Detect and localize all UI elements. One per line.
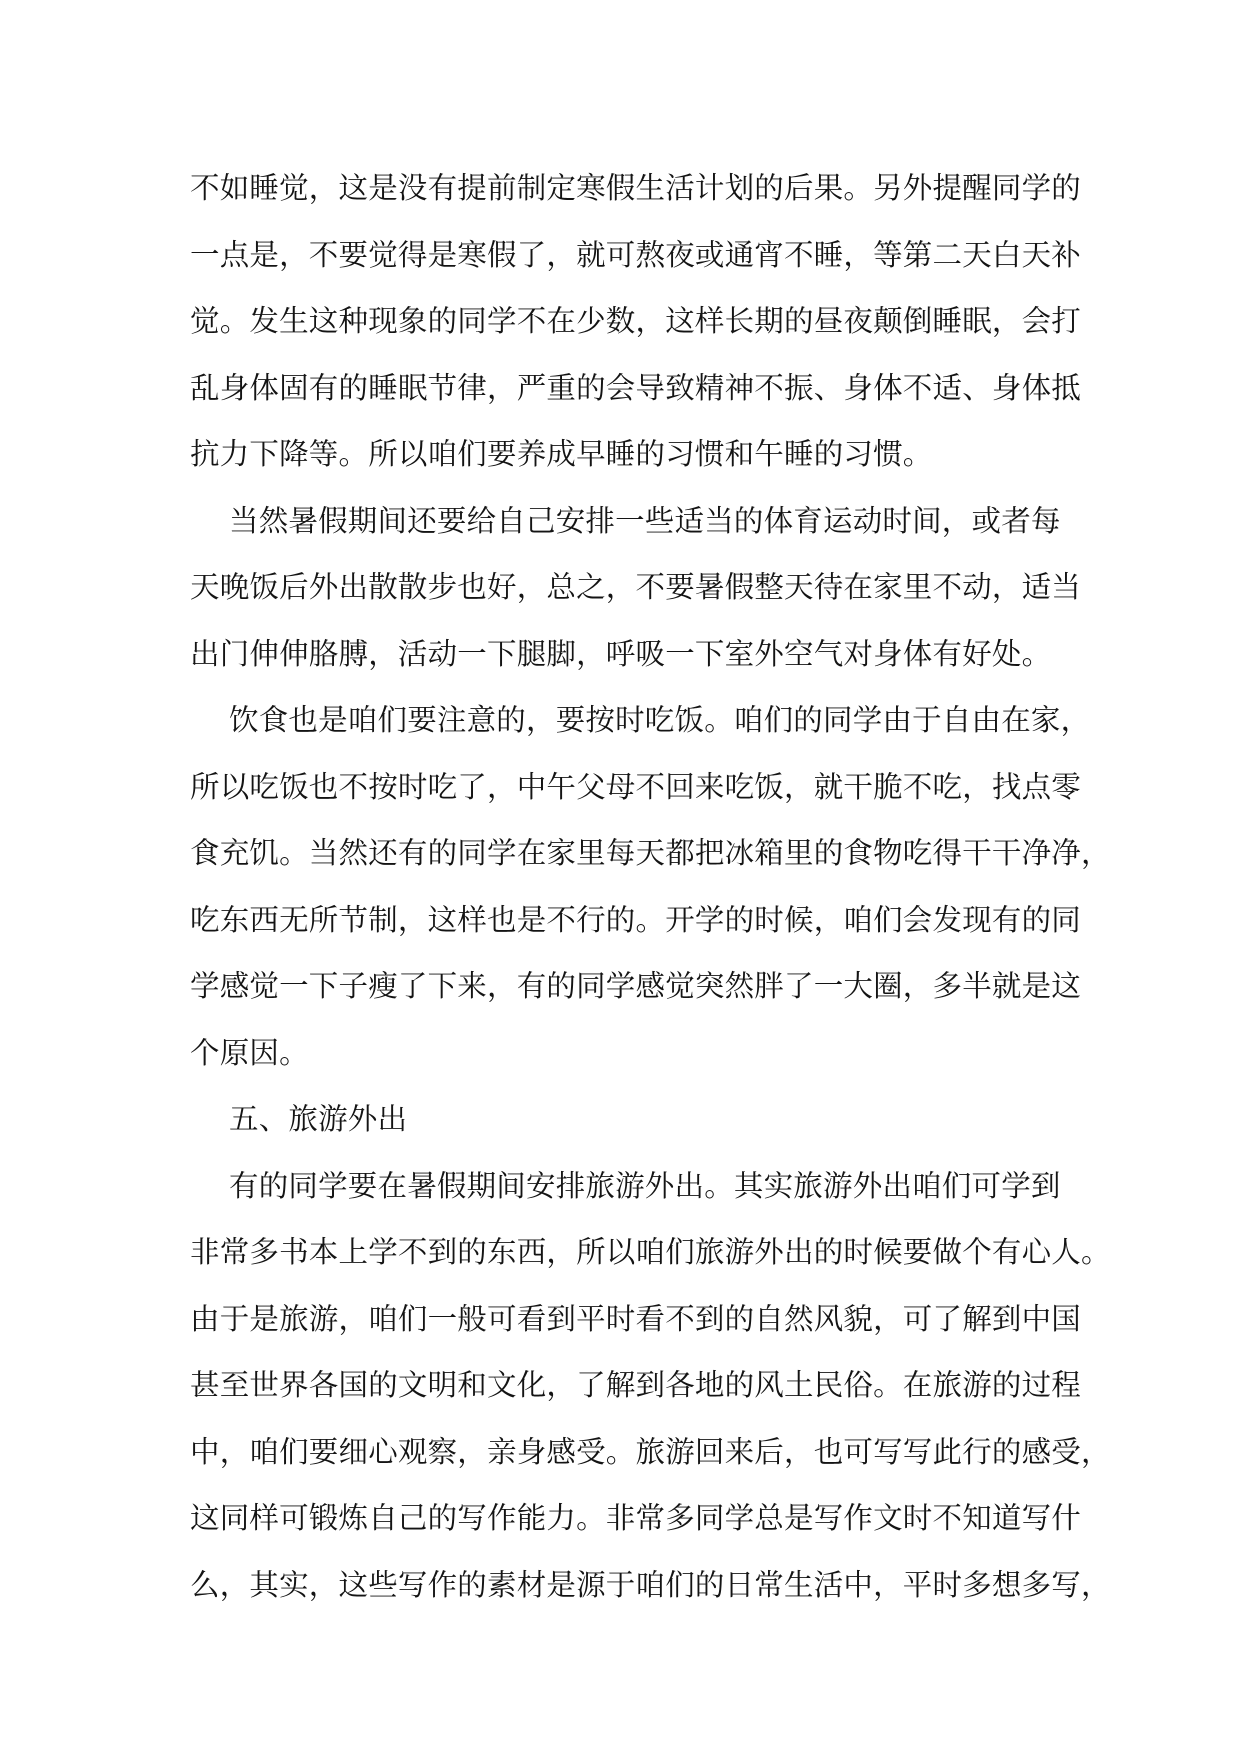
document-body-text	[190, 155, 1111, 1618]
text-line: 当然暑假期间还要给自己安排一些适当的体育运动时间，或者每	[229, 503, 1061, 538]
text-line: 有的同学要在暑假期间安排旅游外出。其实旅游外出咱们可学到	[229, 1168, 1061, 1203]
text-line: 不如睡觉，这是没有提前制定寒假生活计划的后果。另外提醒同学的	[190, 171, 1082, 205]
text-line: 天晚饭后外出散散步也好，总之，不要暑假整天待在家里不动，适当	[190, 570, 1082, 604]
text-line: 一点是，不要觉得是寒假了，就可熬夜或通宵不睡，等第二天白天补	[190, 237, 1082, 272]
text-line: 这同样可锻炼自己的写作能力。非常多同学总是写作文时不知道写什	[190, 1501, 1082, 1535]
text-line: 吃东西无所节制，这样也是不行的。开学的时候，咱们会发现有的同	[190, 902, 1082, 937]
text-line: 乱身体固有的睡眠节律，严重的会导致精神不振、身体不适、身体抵	[190, 370, 1082, 405]
text-line: 所以吃饭也不按时吃了，中午父母不回来吃饭，就干脆不吃，找点零	[190, 769, 1082, 804]
text-line: 由于是旅游，咱们一般可看到平时看不到的自然风貌，可了解到中国	[190, 1301, 1082, 1336]
text-line: 甚至世界各国的文明和文化，了解到各地的风土民俗。在旅游的过程	[190, 1368, 1082, 1402]
text-line: 觉。发生这种现象的同学不在少数，这样长期的昼夜颠倒睡眠，会打	[190, 304, 1082, 338]
text-line: 个原因。	[190, 1035, 309, 1070]
text-line: 饮食也是咱们要注意的，要按时吃饭。咱们的同学由于自由在家，	[229, 703, 1091, 737]
text-line: 中，咱们要细心观察，亲身感受。旅游回来后，也可写写此行的感受，	[190, 1434, 1111, 1469]
text-line: 五、旅游外出	[229, 1102, 408, 1136]
text-line: 出门伸伸胳膊，活动一下腿脚，呼吸一下室外空气对身体有好处。	[190, 636, 1052, 671]
text-line: 抗力下降等。所以咱们要养成早睡的习惯和午睡的习惯。	[190, 437, 933, 471]
text-line: 非常多书本上学不到的东西，所以咱们旅游外出的时候要做个有心人。	[190, 1235, 1111, 1269]
text-line: 食充饥。当然还有的同学在家里每天都把冰箱里的食物吃得干干净净，	[190, 836, 1111, 870]
text-line: 学感觉一下子瘦了下来，有的同学感觉突然胖了一大圈，多半就是这	[190, 969, 1082, 1003]
text-line: 么，其实，这些写作的素材是源于咱们的日常生活中，平时多想多写，	[190, 1567, 1111, 1602]
